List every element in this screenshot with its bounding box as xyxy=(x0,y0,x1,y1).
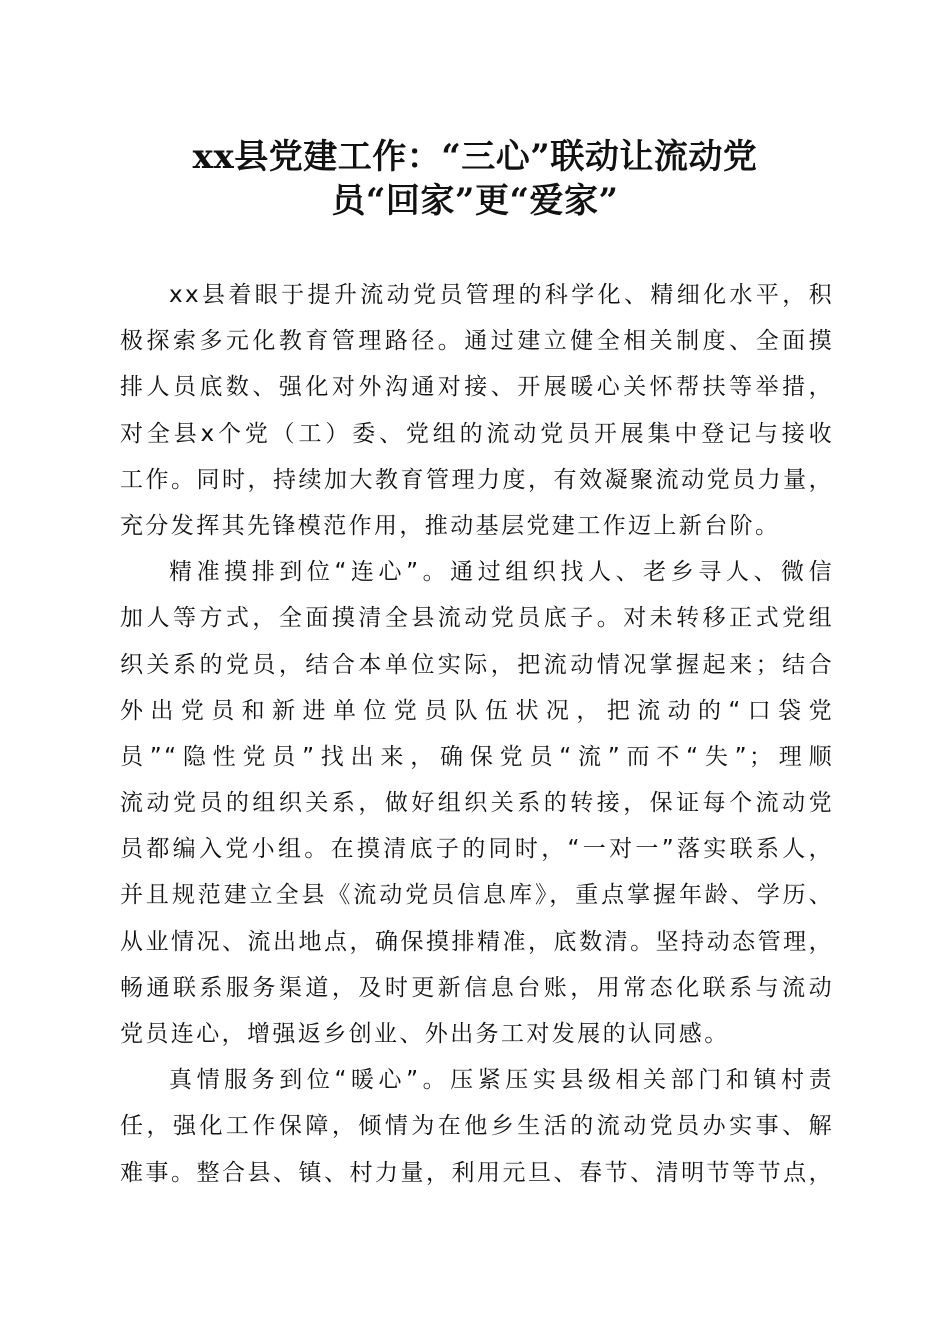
text-line: 员”“隐性党员”找出来，确保党员“流”而不“失”；理顺 xyxy=(120,743,834,770)
text-line: 精准摸排到位“连心”。通过组织找人、老乡寻人、微信 xyxy=(169,559,834,586)
text-line: 排人员底数、强化对外沟通对接、开展暖心关怀帮扶等举措， xyxy=(120,374,834,401)
paragraph-intro xyxy=(120,272,834,549)
text-line: 党员连心，增强返乡创业、外出务工对发展的认同感。 xyxy=(120,1021,730,1047)
paragraph-nuanxin xyxy=(120,1057,834,1196)
text-line: 外出党员和新进单位党员队伍状况，把流动的“口袋党 xyxy=(120,697,834,724)
paragraph-lianxin xyxy=(120,549,834,1057)
document-title xyxy=(120,135,830,223)
text-line: 难事。整合县、镇、村力量，利用元旦、春节、清明节等节点， xyxy=(120,1159,834,1186)
text-line: 流动党员的组织关系，做好组织关系的转接，保证每个流动党 xyxy=(120,790,834,817)
text-line: 加人等方式，全面摸清全县流动党员底子。对未转移正式党组 xyxy=(120,605,834,632)
text-line: 极探索多元化教育管理路径。通过建立健全相关制度、全面摸 xyxy=(120,328,834,355)
text-line: 对全县x个党（工）委、党组的流动党员开展集中登记与接收 xyxy=(120,420,834,447)
text-line: xx县着眼于提升流动党员管理的科学化、精细化水平，积 xyxy=(169,282,834,308)
text-line: 真情服务到位“暖心”。压紧压实县级相关部门和镇村责 xyxy=(169,1067,834,1094)
text-line: 任，强化工作保障，倾情为在他乡生活的流动党员办实事、解 xyxy=(120,1113,834,1140)
text-line: 充分发挥其先锋模范作用，推动基层党建工作迈上新台阶。 xyxy=(120,512,781,539)
title-line: xx县党建工作：“三心”联动让流动党 xyxy=(192,137,758,177)
text-line: 畅通联系服务渠道，及时更新信息台账，用常态化联系与流动 xyxy=(120,974,834,1001)
text-line: 员都编入党小组。在摸清底子的同时，“一对一”落实联系人， xyxy=(120,836,834,863)
text-line: 并且规范建立全县《流动党员信息库》，重点掌握年龄、学历、 xyxy=(120,882,834,909)
text-line: 从业情况、流出地点，确保摸排精准，底数清。坚持动态管理， xyxy=(120,928,834,955)
text-line: 织关系的党员，结合本单位实际，把流动情况掌握起来；结合 xyxy=(120,651,834,678)
title-line: 员“回家”更“爱家” xyxy=(331,181,619,221)
document-body xyxy=(120,272,834,1196)
text-line: 工作。同时，持续加大教育管理力度，有效凝聚流动党员力量， xyxy=(120,466,834,493)
